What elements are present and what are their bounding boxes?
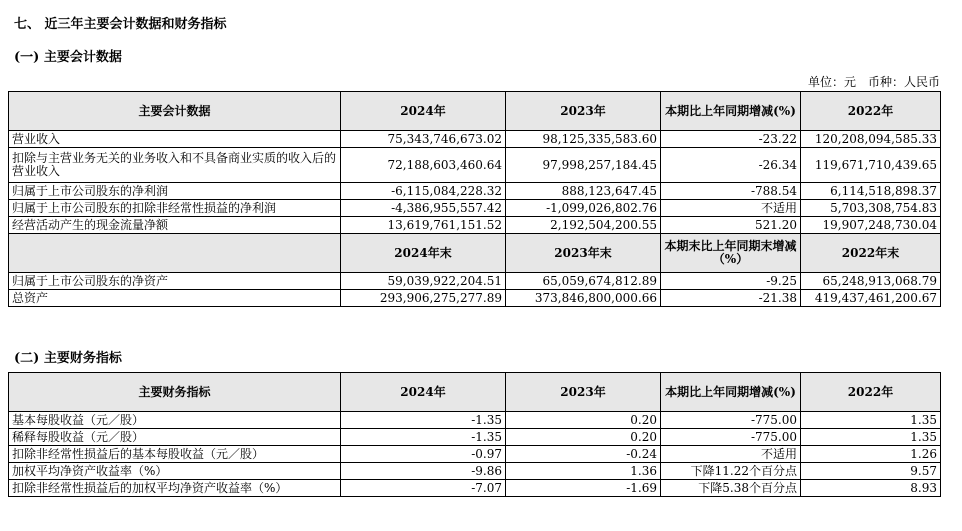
row-label: 扣除与主营业务无关的业务收入和不具备商业实质的收入后的营业收入: [9, 148, 341, 183]
table-row: [9, 217, 941, 234]
row-label: 营业收入: [9, 131, 341, 148]
cell-value: -7.07: [341, 480, 506, 497]
cell-value: -1.35: [341, 429, 506, 446]
cell-value: 下降11.22个百分点: [661, 463, 801, 480]
cell-value: 不适用: [661, 200, 801, 217]
cell-value: 不适用: [661, 446, 801, 463]
cell-value: 1.26: [801, 446, 941, 463]
cell-value: 419,437,461,200.67: [801, 290, 941, 307]
column-header: 2023年末: [506, 234, 661, 273]
cell-value: 65,248,913,068.79: [801, 273, 941, 290]
row-label: 归属于上市公司股东的净资产: [9, 273, 341, 290]
table-header-row: [9, 373, 941, 412]
column-header: 本期比上年同期增减(%): [661, 92, 801, 131]
table-row: [9, 273, 941, 290]
column-header: [9, 234, 341, 273]
cell-value: -9.86: [341, 463, 506, 480]
unit-note: 单位：元 币种：人民币: [807, 75, 940, 89]
table-header-row: [9, 92, 941, 131]
cell-value: 119,671,710,439.65: [801, 148, 941, 183]
cell-value: -1.69: [506, 480, 661, 497]
cell-value: -1,099,026,802.76: [506, 200, 661, 217]
cell-value: -775.00: [661, 429, 801, 446]
cell-value: -788.54: [661, 183, 801, 200]
table-row: [9, 446, 941, 463]
cell-value: -21.38: [661, 290, 801, 307]
table-row: [9, 412, 941, 429]
cell-value: 98,125,335,583.60: [506, 131, 661, 148]
column-header: 2022年末: [801, 234, 941, 273]
cell-value: -0.97: [341, 446, 506, 463]
cell-value: 0.20: [506, 429, 661, 446]
table-row: [9, 429, 941, 446]
column-header: 2023年: [506, 373, 661, 412]
row-label: 总资产: [9, 290, 341, 307]
table-header-row: [9, 234, 941, 273]
part2-title: (二) 主要财务指标: [14, 351, 122, 366]
row-label: 扣除非经常性损益后的加权平均净资产收益率（%）: [9, 480, 341, 497]
cell-value: 521.20: [661, 217, 801, 234]
cell-value: -0.24: [506, 446, 661, 463]
table-row: [9, 131, 941, 148]
table-row: [9, 148, 941, 183]
row-label: 扣除非经常性损益后的基本每股收益（元／股）: [9, 446, 341, 463]
cell-value: 8.93: [801, 480, 941, 497]
cell-value: 65,059,674,812.89: [506, 273, 661, 290]
cell-value: 1.36: [506, 463, 661, 480]
cell-value: -4,386,955,557.42: [341, 200, 506, 217]
row-label: 加权平均净资产收益率（%）: [9, 463, 341, 480]
table-row: [9, 290, 941, 307]
table-row: [9, 463, 941, 480]
cell-value: 293,906,275,277.89: [341, 290, 506, 307]
cell-value: 0.20: [506, 412, 661, 429]
cell-value: 13,619,761,151.52: [341, 217, 506, 234]
cell-value: 9.57: [801, 463, 941, 480]
cell-value: 19,907,248,730.04: [801, 217, 941, 234]
cell-value: 1.35: [801, 429, 941, 446]
column-header: 主要财务指标: [9, 373, 341, 412]
row-label: 经营活动产生的现金流量净额: [9, 217, 341, 234]
column-header: 本期比上年同期增减(%): [661, 373, 801, 412]
section-title: 七、 近三年主要会计数据和财务指标: [14, 17, 227, 32]
cell-value: 5,703,308,754.83: [801, 200, 941, 217]
cell-value: -26.34: [661, 148, 801, 183]
financial-indicators-table: [8, 372, 941, 497]
part1-title: (一) 主要会计数据: [14, 50, 122, 65]
column-header: 2022年: [801, 92, 941, 131]
row-label: 稀释每股收益（元／股）: [9, 429, 341, 446]
cell-value: 75,343,746,673.02: [341, 131, 506, 148]
column-header: 2024年: [341, 92, 506, 131]
cell-value: 120,208,094,585.33: [801, 131, 941, 148]
column-header: 2024年: [341, 373, 506, 412]
cell-value: -6,115,084,228.32: [341, 183, 506, 200]
column-header: 2022年: [801, 373, 941, 412]
row-label: 归属于上市公司股东的扣除非经常性损益的净利润: [9, 200, 341, 217]
cell-value: 1.35: [801, 412, 941, 429]
accounting-data-table: [8, 91, 941, 307]
row-label: 基本每股收益（元／股）: [9, 412, 341, 429]
column-header: 2024年末: [341, 234, 506, 273]
table-row: [9, 183, 941, 200]
cell-value: 59,039,922,204.51: [341, 273, 506, 290]
column-header: 本期末比上年同期末增减（%）: [661, 234, 801, 273]
table-row: [9, 480, 941, 497]
row-label: 归属于上市公司股东的净利润: [9, 183, 341, 200]
cell-value: -9.25: [661, 273, 801, 290]
cell-value: 72,188,603,460.64: [341, 148, 506, 183]
cell-value: 下降5.38个百分点: [661, 480, 801, 497]
column-header: 主要会计数据: [9, 92, 341, 131]
cell-value: -23.22: [661, 131, 801, 148]
cell-value: 6,114,518,898.37: [801, 183, 941, 200]
cell-value: -1.35: [341, 412, 506, 429]
cell-value: -775.00: [661, 412, 801, 429]
cell-value: 888,123,647.45: [506, 183, 661, 200]
cell-value: 373,846,800,000.66: [506, 290, 661, 307]
column-header: 2023年: [506, 92, 661, 131]
table-row: [9, 200, 941, 217]
cell-value: 2,192,504,200.55: [506, 217, 661, 234]
cell-value: 97,998,257,184.45: [506, 148, 661, 183]
